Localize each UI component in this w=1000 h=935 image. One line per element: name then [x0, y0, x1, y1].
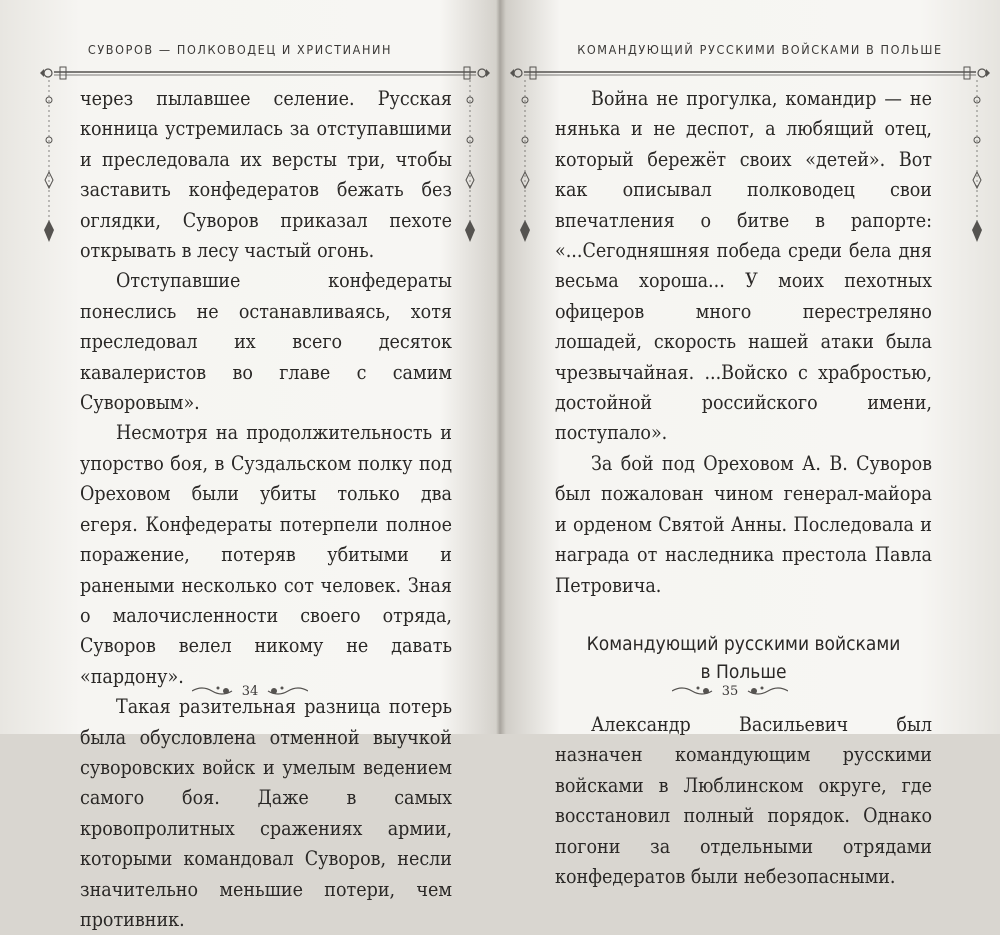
section-heading — [555, 630, 932, 686]
floral-ornament-icon — [192, 684, 234, 698]
paragraph: За бой под Ореховом А. В. Суворов был пожалован чином генерал-майора и орденом Святой Анны. Последовала и награда от наследника престола Павла Петровича. — [555, 451, 932, 597]
tassel-ornament — [970, 80, 984, 250]
right-folio — [670, 680, 790, 702]
tassel-ornament — [42, 80, 56, 250]
left-body-text — [80, 84, 452, 935]
section-heading-line: в Польше — [700, 660, 787, 683]
paragraph: Александр Васильевич был назначен командующим русскими войсками в Люблинском округе, где восстановил полный порядок. Однако погони за отдельными отрядами конфедератов были небезопасными. — [555, 712, 932, 888]
right-page — [500, 0, 1000, 888]
paragraph: Война не прогулка, командир — не нянька и не деспот, а любящий отец, который бережёт своих «детей». Вот как описывал полководец свои впечатления о битве в рапорте: «...Сегодняшняя победа среди бела дня весьма хороша... У моих пехотных офицеров много перестреляно лошадей, скорость нашей атаки была чрезвычайная. ...Войско с храбростью, достойной российского имени, поступало». — [555, 87, 932, 445]
tassel-ornament — [463, 80, 477, 250]
curtain-rod-ornament — [510, 64, 990, 84]
tassel-ornament — [518, 80, 532, 250]
paragraph: Несмотря на продолжительность и упорство боя, в Суздальском полку под Ореховом были убиты только два егеря. Конфедераты потерпели полное поражение, потеряв убитыми и ранеными несколько сот человек. Зная о малочисленности своего отряда, Суворов велел никому не давать «пардону». — [80, 421, 452, 688]
paragraph: Отступавшие конфедераты понеслись не останавливаясь, хотя преследовал их всего десяток кавалеристов во главе с самим Суворовым». — [80, 269, 452, 415]
floral-ornament-icon — [672, 684, 714, 698]
paragraph: Такая разительная разница потерь была обусловлена отменной выучкой суворовских войск и умелым ведением самого боя. Даже в самых кровопролитных сражениях армии, которыми командовал Суворов, несли значительно меньшие потери, чем противник. — [80, 695, 452, 931]
right-body-text — [555, 84, 932, 892]
paragraph: через пылавшее селение. Русская конница устремилась за отступавшими и преследовала их версты три, чтобы заставить конфедератов бежать без оглядки, Суворов приказал пехоте открывать в лесу частый огонь. — [80, 87, 452, 263]
page-number: 35 — [721, 683, 739, 699]
left-running-head: СУВОРОВ — ПОЛКОВОДЕЦ И ХРИСТИАНИН — [87, 42, 393, 57]
left-page — [0, 0, 500, 931]
section-heading-line: Командующий русскими войсками — [586, 632, 901, 655]
floral-ornament-icon — [266, 684, 308, 698]
curtain-rod-ornament — [40, 64, 490, 84]
left-folio — [190, 680, 310, 702]
floral-ornament-icon — [746, 684, 788, 698]
right-running-head: КОМАНДУЮЩИЙ РУССКИМИ ВОЙСКАМИ В ПОЛЬШЕ — [577, 42, 943, 57]
page-number: 34 — [241, 683, 259, 699]
